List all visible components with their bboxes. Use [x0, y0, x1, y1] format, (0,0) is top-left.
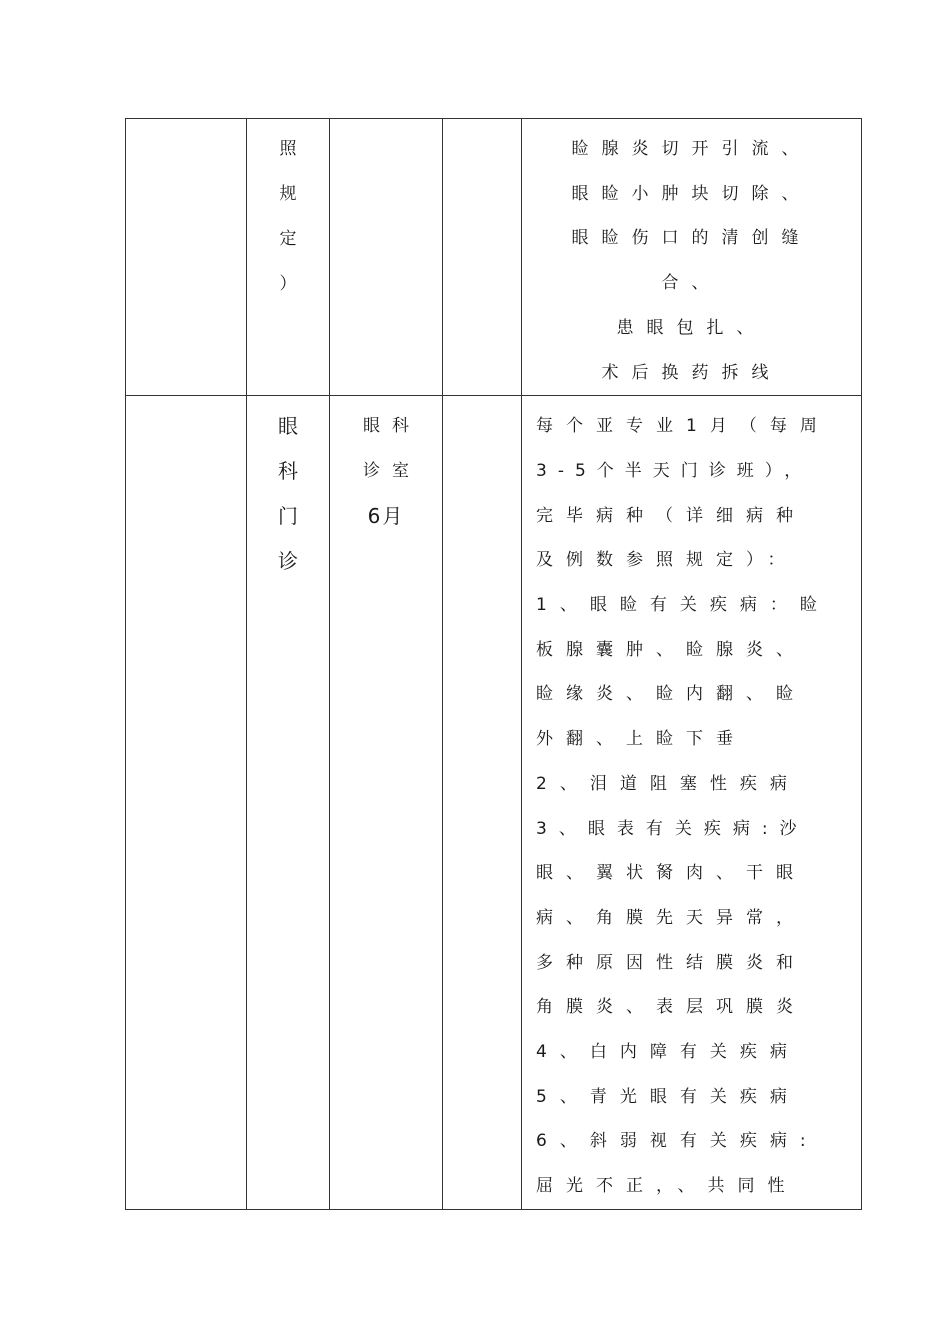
training-table: [125, 118, 862, 1210]
cell-empty: [330, 119, 443, 396]
cell-requirement-tail: [247, 119, 330, 396]
char: ）: [279, 274, 297, 294]
text-line: 角膜炎、表层巩膜炎: [536, 997, 806, 1018]
text-line: 术后换药拆线: [601, 362, 782, 383]
text-line: 多种原因性结膜炎和: [536, 952, 806, 973]
text-line: 眼睑小肿块切除、: [571, 183, 812, 204]
cell-procedures: [522, 119, 862, 396]
text-line: 2、泪道阻塞性疾病: [536, 773, 800, 794]
char: 科: [278, 459, 298, 484]
cell-department: [247, 396, 330, 1210]
cell-empty: [443, 396, 522, 1210]
text-line: 合、: [661, 273, 722, 294]
text-line: 4、白内障有关疾病: [536, 1042, 800, 1063]
text-line: 患眼包扎、: [616, 317, 767, 338]
char: 诊: [278, 549, 298, 574]
table-row: [126, 119, 862, 396]
text-line: 睑缘炎、睑内翻、睑: [536, 684, 806, 705]
table-row: [126, 396, 862, 1210]
text-line: 每个亚专业1月（每周: [536, 416, 830, 437]
char: 规: [279, 184, 297, 204]
text-line: 及例数参照规定）：: [536, 550, 798, 571]
char: 定: [279, 229, 297, 249]
text-line: 完毕病种（详细病种: [536, 505, 806, 526]
cell-empty: [126, 396, 247, 1210]
text-line: 6、斜弱视有关疾病:: [536, 1131, 819, 1152]
text-line: 板腺囊肿、睑腺炎、: [536, 639, 806, 660]
text-line: 病、角膜先天异常，: [536, 907, 806, 928]
cell-empty: [443, 119, 522, 396]
text-line: 5、青光眼有关疾病: [536, 1086, 800, 1107]
text-line: 眼、翼状胬肉、干眼: [536, 863, 806, 884]
text-line: 屈光不正，、共同性: [536, 1176, 798, 1197]
cell-location-duration: [330, 396, 443, 1210]
text-line: 外翻、上睑下垂: [536, 729, 746, 750]
cell-empty: [126, 119, 247, 396]
char: 门: [278, 504, 298, 529]
text-line: 诊室: [363, 461, 421, 482]
text-line: 睑腺炎切开引流、: [571, 139, 812, 159]
char: 照: [279, 139, 297, 159]
cell-requirements: [522, 396, 862, 1210]
text-line: 3、眼表有关疾病:沙: [536, 818, 809, 839]
text-line: 3-5个半天门诊班），: [536, 460, 813, 481]
text-line: 1、眼睑有关疾病：睑: [536, 595, 830, 616]
text-line: 眼睑伤口的清创缝: [571, 228, 812, 249]
text-line: 眼科: [363, 416, 421, 437]
char: 眼: [278, 414, 298, 439]
duration: 6月: [367, 504, 405, 529]
